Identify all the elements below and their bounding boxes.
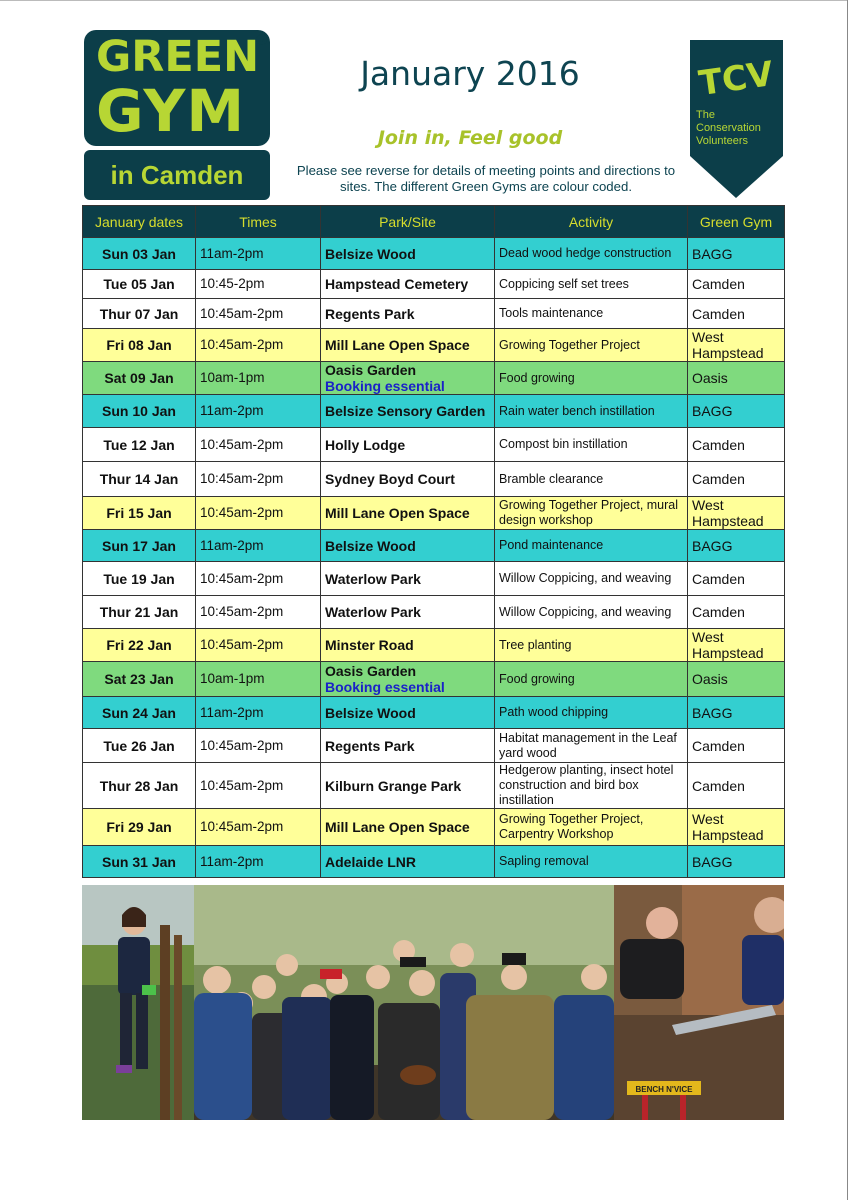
logo-location-text: in Camden xyxy=(110,160,244,190)
cell-green-gym: BAGG xyxy=(688,238,785,270)
cell-site xyxy=(321,729,495,763)
site-name: Regents Park xyxy=(325,305,415,322)
site-name: Belsize Wood xyxy=(325,704,416,721)
table-row xyxy=(83,596,785,629)
cell-date: Tue 12 Jan xyxy=(83,428,196,462)
site-name: Regents Park xyxy=(325,737,415,754)
site-name: Sydney Boyd Court xyxy=(325,471,455,487)
cell-green-gym: West Hampstead xyxy=(688,497,785,530)
cell-green-gym: Camden xyxy=(688,729,785,763)
tagline: Join in, Feel good xyxy=(377,127,563,149)
cell-time: 10:45am-2pm xyxy=(196,629,321,662)
cell-site xyxy=(321,763,495,809)
table-row xyxy=(83,662,785,697)
cell-date: Fri 08 Jan xyxy=(83,329,196,362)
cell-activity: Habitat management in the Leaf yard wood xyxy=(495,729,688,763)
logo-location-bar xyxy=(84,150,270,200)
schedule-body xyxy=(83,238,785,878)
cell-time: 10:45am-2pm xyxy=(196,596,321,629)
cell-green-gym: Oasis xyxy=(688,662,785,697)
table-header-row xyxy=(83,206,785,238)
table-row xyxy=(83,462,785,497)
cell-site xyxy=(321,299,495,329)
cell-site xyxy=(321,596,495,629)
table-row xyxy=(83,729,785,763)
cell-date: Thur 28 Jan xyxy=(83,763,196,809)
cell-activity: Sapling removal xyxy=(495,846,688,878)
cell-activity: Willow Coppicing, and weaving xyxy=(495,562,688,596)
cell-time: 10:45am-2pm xyxy=(196,562,321,596)
schedule-table xyxy=(82,205,785,878)
registered-mark: ® xyxy=(256,32,268,49)
cell-site xyxy=(321,428,495,462)
cell-green-gym: Camden xyxy=(688,428,785,462)
vice-label: BENCH N'VICE xyxy=(635,1085,693,1094)
cell-activity: Rain water bench instillation xyxy=(495,395,688,428)
intro-text: Please see reverse for details of meeting points and directions to sites. The different Green Gyms are colour coded. xyxy=(296,163,676,194)
table-row xyxy=(83,497,785,530)
cell-time: 10am-1pm xyxy=(196,362,321,395)
cell-date: Sun 10 Jan xyxy=(83,395,196,428)
cell-activity: Compost bin instillation xyxy=(495,428,688,462)
cell-green-gym: West Hampstead xyxy=(688,329,785,362)
cell-date: Tue 05 Jan xyxy=(83,270,196,299)
cell-site xyxy=(321,238,495,270)
cell-activity: Growing Together Project, Carpentry Workshop xyxy=(495,809,688,846)
site-name: Mill Lane Open Space xyxy=(325,819,470,835)
page-border-top xyxy=(0,0,848,1)
cell-green-gym: West Hampstead xyxy=(688,809,785,846)
page-title: January 2016 xyxy=(360,54,580,93)
logo-word-gym: GYM xyxy=(96,77,246,145)
cell-activity: Hedgerow planting, insect hotel construction and bird box instillation xyxy=(495,763,688,809)
group-photo xyxy=(194,885,614,1120)
cell-date: Fri 15 Jan xyxy=(83,497,196,530)
cell-green-gym: Camden xyxy=(688,763,785,809)
cell-date: Sat 09 Jan xyxy=(83,362,196,395)
table-row xyxy=(83,362,785,395)
tcv-logo-line-3: Volunteers xyxy=(696,135,748,147)
cell-activity: Tools maintenance xyxy=(495,299,688,329)
cell-green-gym: Camden xyxy=(688,299,785,329)
green-gym-logo xyxy=(84,30,278,202)
volunteer-with-tools-photo xyxy=(82,885,194,1120)
cell-green-gym: Camden xyxy=(688,462,785,497)
cell-green-gym: Oasis xyxy=(688,362,785,395)
cell-site xyxy=(321,270,495,299)
site-name: Belsize Sensory Garden xyxy=(325,403,486,419)
cell-time: 10am-1pm xyxy=(196,662,321,697)
cell-green-gym: West Hampstead xyxy=(688,629,785,662)
cell-green-gym: Camden xyxy=(688,596,785,629)
cell-time: 10:45am-2pm xyxy=(196,729,321,763)
sawing-wood-photo xyxy=(614,885,784,1120)
tcv-logo-line-2: Conservation xyxy=(696,122,761,134)
cell-site xyxy=(321,497,495,530)
column-header-times: Times xyxy=(196,206,321,238)
table-row xyxy=(83,809,785,846)
cell-activity: Food growing xyxy=(495,362,688,395)
cell-activity: Food growing xyxy=(495,662,688,697)
cell-site xyxy=(321,395,495,428)
table-row xyxy=(83,238,785,270)
site-name: Oasis Garden xyxy=(325,362,417,378)
cell-date: Thur 21 Jan xyxy=(83,596,196,629)
table-row xyxy=(83,629,785,662)
cell-time: 10:45am-2pm xyxy=(196,497,321,530)
table-row xyxy=(83,846,785,878)
cell-time: 11am-2pm xyxy=(196,846,321,878)
cell-site xyxy=(321,462,495,497)
column-header-green-gym: Green Gym xyxy=(688,206,785,238)
cell-time: 11am-2pm xyxy=(196,238,321,270)
site-name: Belsize Wood xyxy=(325,537,416,554)
site-name: Adelaide LNR xyxy=(325,853,417,870)
cell-date: Thur 14 Jan xyxy=(83,462,196,497)
cell-time: 10:45am-2pm xyxy=(196,299,321,329)
site-name: Mill Lane Open Space xyxy=(325,337,470,353)
logo-word-green: GREEN xyxy=(96,32,260,82)
green-gym-logo-badge xyxy=(84,30,270,146)
cell-site xyxy=(321,697,495,729)
cell-green-gym: BAGG xyxy=(688,697,785,729)
cell-green-gym: BAGG xyxy=(688,846,785,878)
cell-time: 11am-2pm xyxy=(196,395,321,428)
site-name: Mill Lane Open Space xyxy=(325,505,470,521)
cell-green-gym: Camden xyxy=(688,562,785,596)
column-header-site: Park/Site xyxy=(321,206,495,238)
cell-date: Sun 31 Jan xyxy=(83,846,196,878)
site-name: Waterlow Park xyxy=(325,604,421,620)
site-name: Hampstead Cemetery xyxy=(325,276,469,292)
table-row xyxy=(83,299,785,329)
cell-activity: Coppicing self set trees xyxy=(495,270,688,299)
cell-time: 10:45am-2pm xyxy=(196,462,321,497)
cell-date: Thur 07 Jan xyxy=(83,299,196,329)
table-row xyxy=(83,428,785,462)
cell-activity: Growing Together Project, mural design workshop xyxy=(495,497,688,530)
site-name: Holly Lodge xyxy=(325,436,406,453)
cell-green-gym: BAGG xyxy=(688,530,785,562)
cell-date: Sun 24 Jan xyxy=(83,697,196,729)
table-row xyxy=(83,530,785,562)
column-header-activity: Activity xyxy=(495,206,688,238)
cell-time: 11am-2pm xyxy=(196,530,321,562)
tcv-logo xyxy=(688,38,785,200)
cell-activity: Tree planting xyxy=(495,629,688,662)
tcv-logo-line-1: The xyxy=(696,109,715,121)
cell-site xyxy=(321,562,495,596)
cell-activity: Willow Coppicing, and weaving xyxy=(495,596,688,629)
cell-date: Fri 22 Jan xyxy=(83,629,196,662)
cell-date: Sun 03 Jan xyxy=(83,238,196,270)
cell-site xyxy=(321,662,495,697)
cell-time: 10:45am-2pm xyxy=(196,329,321,362)
cell-date: Fri 29 Jan xyxy=(83,809,196,846)
column-header-dates: January dates xyxy=(83,206,196,238)
site-name: Oasis Garden xyxy=(325,663,417,679)
cell-activity: Dead wood hedge construction xyxy=(495,238,688,270)
site-name: Kilburn Grange Park xyxy=(325,777,462,794)
photo-collage xyxy=(82,885,784,1120)
cell-time: 10:45am-2pm xyxy=(196,809,321,846)
cell-activity: Pond maintenance xyxy=(495,530,688,562)
cell-time: 11am-2pm xyxy=(196,697,321,729)
cell-activity: Bramble clearance xyxy=(495,462,688,497)
table-row xyxy=(83,270,785,299)
cell-green-gym: Camden xyxy=(688,270,785,299)
table-row xyxy=(83,395,785,428)
cell-activity: Growing Together Project xyxy=(495,329,688,362)
cell-date: Tue 19 Jan xyxy=(83,562,196,596)
cell-site xyxy=(321,629,495,662)
cell-site xyxy=(321,329,495,362)
cell-activity: Path wood chipping xyxy=(495,697,688,729)
cell-date: Sun 17 Jan xyxy=(83,530,196,562)
cell-site xyxy=(321,530,495,562)
cell-time: 10:45am-2pm xyxy=(196,763,321,809)
cell-site xyxy=(321,809,495,846)
cell-site xyxy=(321,846,495,878)
cell-green-gym: BAGG xyxy=(688,395,785,428)
cell-site xyxy=(321,362,495,395)
table-row xyxy=(83,562,785,596)
cell-date: Sat 23 Jan xyxy=(83,662,196,697)
cell-time: 10:45-2pm xyxy=(196,270,321,299)
site-name: Belsize Wood xyxy=(325,245,416,262)
table-row xyxy=(83,697,785,729)
booking-note: Booking essential xyxy=(325,679,445,695)
table-row xyxy=(83,763,785,809)
site-name: Waterlow Park xyxy=(325,570,421,587)
booking-note: Booking essential xyxy=(325,378,445,394)
cell-time: 10:45am-2pm xyxy=(196,428,321,462)
cell-date: Tue 26 Jan xyxy=(83,729,196,763)
table-row xyxy=(83,329,785,362)
tcv-logo-letters: TCV xyxy=(696,54,776,104)
site-name: Minster Road xyxy=(325,637,414,653)
